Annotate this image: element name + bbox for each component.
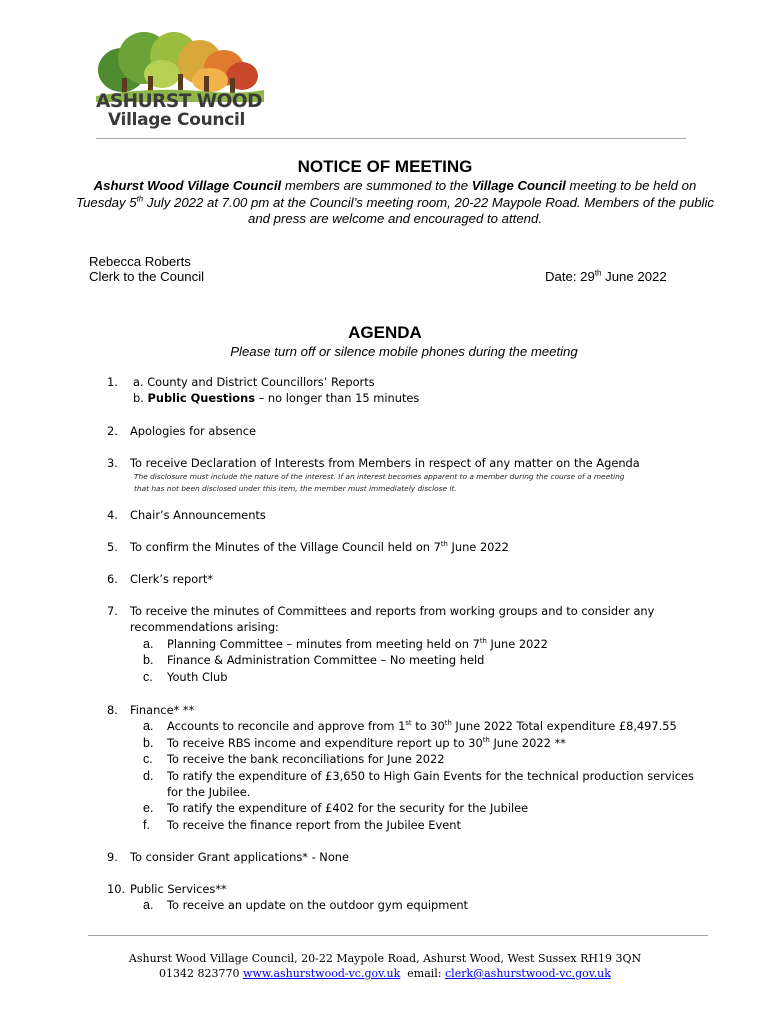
agenda-item-1: 1. a. County and District Councillors’ Reports b. Public Questions – no longer than 15 minutes	[107, 375, 420, 405]
agenda-item-8: 8. Finance* ** a. Accounts to reconcile and approve from 1st to 30th June 2022 Total expenditure £8,497.55 b. To receive RBS income and expenditure report up to 30th June 2022 ** c. To receive the bank reconciliations for June 2022 d. To ratify the expenditure of £3,650 to High Gain Events for the technical production services for the Jubilee. e. To ratify the expenditure of £402 for the security for the Jubilee f. To receive the finance report from the Jubilee Event	[107, 703, 694, 832]
agenda-item-7: 7. To receive the minutes of Committees and reports from working groups and to consider any recommendations arising: a. Planning Committee – minutes from meeting held on 7th June 2022 b. Finance & Administration Committee – No meeting held c. Youth Club	[107, 604, 655, 684]
notice-title: NOTICE OF MEETING	[297, 157, 473, 176]
footer-divider	[88, 935, 708, 936]
logo-line-2: Village Council	[108, 110, 246, 130]
logo-line-1: ASHURST WOOD	[96, 91, 262, 112]
agenda-item-2: 2. Apologies for absence	[107, 424, 257, 438]
clerk-title: Clerk to the Council	[89, 269, 205, 284]
email-link[interactable]: clerk@ashurstwood-vc.gov.uk	[445, 967, 611, 980]
summons-body: Village Council	[471, 178, 566, 193]
interest-note-line-2: that has not been disclosed under this item, the member must immediately disclose it.	[134, 484, 457, 493]
agenda-item-9: 9. To consider Grant applications* - None	[107, 850, 350, 864]
agenda-item-6: 6. Clerk’s report*	[107, 572, 214, 586]
agenda-title: AGENDA	[348, 323, 422, 342]
agenda-item-10: 10. Public Services** a. To receive an update on the outdoor gym equipment	[107, 882, 469, 912]
summons-org: Ashurst Wood Village Council	[93, 178, 282, 193]
header-divider	[96, 138, 686, 139]
footer-contact: 01342 823770 www.ashurstwood-vc.gov.uk email: clerk@ashurstwood-vc.gov.uk	[159, 967, 611, 980]
logo-text	[96, 92, 262, 130]
agenda-item-5: 5. To confirm the Minutes of the Village Council held on 7th June 2022	[107, 540, 509, 554]
clerk-name: Rebecca Roberts	[89, 254, 191, 269]
agenda-subtitle: Please turn off or silence mobile phones during the meeting	[230, 344, 578, 359]
agenda-item-3: 3. To receive Declaration of Interests from Members in respect of any matter on the Agenda	[107, 456, 640, 470]
summons-paragraph: Ashurst Wood Village Council members are summoned to the Village Council meeting to be held on Tuesday 5th July 2022 at 7.00 pm at the Council’s meeting room, 20-22 Maypole Road. Members of the public and press are welcome and encouraged to attend.	[76, 178, 714, 226]
notice-date: Date: 29th June 2022	[545, 268, 667, 284]
website-link[interactable]: www.ashurstwood-vc.gov.uk	[243, 967, 401, 980]
agenda-item-4: 4. Chair’s Announcements	[107, 508, 266, 522]
interest-note-line-1: The disclosure must include the nature of the interest. If an interest becomes apparent to a member during the course of a meeting	[134, 472, 625, 481]
footer-address: Ashurst Wood Village Council, 20-22 Maypole Road, Ashurst Wood, West Sussex RH19 3QN	[128, 952, 642, 965]
